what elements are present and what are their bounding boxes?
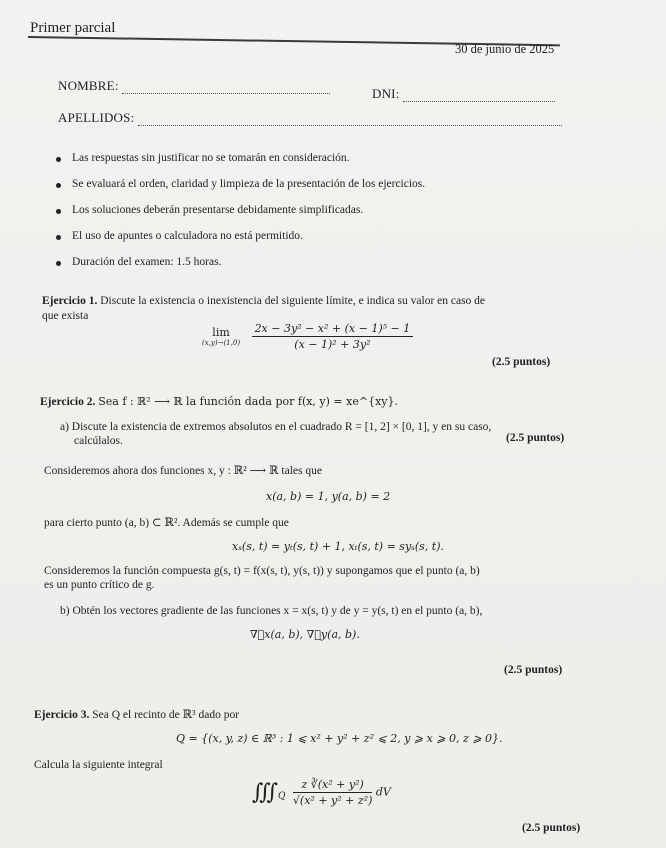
limit-fraction [252,322,414,351]
dni-blank [403,101,555,102]
ex3-set: Q = {(x, y, z) ∈ ℝ³ : 1 ⩽ x² + y² + z² ⩽ 2, y ⩾ x ⩾ 0, z ⩾ 0}. [176,732,503,745]
rule-item: Los soluciones deberán presentarse debidamente simplificadas. [62,204,562,230]
ex2-cond1: x(a, b) = 1, y(a, b) = 2 [266,490,391,503]
limit-operator [202,326,240,347]
apellidos-field [58,110,562,126]
limit-denominator: (x − 1)² + 3y² [294,338,371,351]
ex2-label: Ejercicio 2. [40,396,96,408]
ex1-label: Ejercicio 1. [42,295,98,307]
ex2-a-points: (2.5 puntos) [506,432,565,444]
ex2-cond2: xₛ(s, t) = yₜ(s, t) + 1, xₜ(s, t) = syₛ(s, t). [232,540,445,553]
nombre-field [58,78,330,94]
ex2-gradients: ∇⃗x(a, b), ∇⃗y(a, b). [250,628,360,641]
ex2-b-text: b) Obtén los vectores gradiente de las funciones x = x(s, t) y de y = y(s, t) en el punto (a, b), [60,605,483,617]
integral-region: Q [278,791,286,802]
ex2-a-text: a) Discute la existencia de extremos absolutos en el cuadrado R = [1, 2] × [0, 1], y en su caso, [60,421,492,433]
nombre-blank [122,93,330,94]
exam-title: Primer parcial [30,20,116,36]
exam-date: 30 de junio de 2025 [455,42,555,56]
limit-numerator: 2x − 3y² − x² + (x − 1)⁵ − 1 [252,322,414,337]
apellidos-label: APELLIDOS: [58,110,135,125]
ex3-calc: Calcula la siguiente integral [34,759,163,771]
apellidos-blank [138,125,562,126]
ex2-intro-text: Sea f : ℝ² ⟶ ℝ la función dada por f(x, y) = xe^{xy}. [98,395,398,408]
nombre-label: NOMBRE: [58,78,119,93]
integrand-fraction [293,778,372,807]
rule-item: Se evaluará el orden, claridad y limpieza de la presentación de los ejercicios. [62,178,562,204]
rule-item: Duración del examen: 1.5 horas. [62,256,562,282]
ex3-intro-text: Sea Q el recinto de ℝ³ dado por [92,709,240,721]
ex3-intro [34,708,239,723]
ex2-para: para cierto punto (a, b) ⊂ ℝ². Además se cumple que [44,517,289,529]
dni-label: DNI: [372,86,400,101]
ex2-compuesta: Consideremos la función compuesta g(s, t) = f(x(s, t), y(s, t)) y supongamos que el punto (a, b) [44,565,480,577]
lim-word: lim [212,326,230,339]
ex1-statement [42,294,485,309]
rules-list [62,152,562,282]
ex2-b-points: (2.5 puntos) [504,664,563,676]
ex3-points: (2.5 puntos) [522,822,581,834]
ex1-limit [202,322,413,351]
ex1-text: Discute la existencia o inexistencia del siguiente límite, e indica su valor en caso de [100,295,486,307]
ex2-a-text2: calcúlalos. [74,435,123,447]
lim-subscript: (x,y)→(1,0) [202,339,241,347]
ex1-points: (2.5 puntos) [492,356,551,368]
ex2-intro [40,394,398,410]
ex2-consider: Consideremos ahora dos funciones x, y : ℝ² ⟶ ℝ tales que [44,465,322,477]
rule-item: Las respuestas sin justificar no se tomarán en consideración. [62,152,562,178]
integrand-numerator: z ∛(x² + y²) [293,778,372,793]
ex3-integral [252,778,391,807]
triple-integral-sign: ∭ [252,780,279,805]
integrand-denominator: √(x² + y² + z²) [292,794,373,807]
ex3-label: Ejercicio 3. [34,709,90,721]
dni-field [372,86,555,102]
integral-dv: dV [375,785,391,799]
rule-item: El uso de apuntes o calculadora no está permitido. [62,230,562,256]
ex1-text2: que exista [42,310,89,322]
ex2-compuesta2: es un punto crítico de g. [44,579,155,591]
